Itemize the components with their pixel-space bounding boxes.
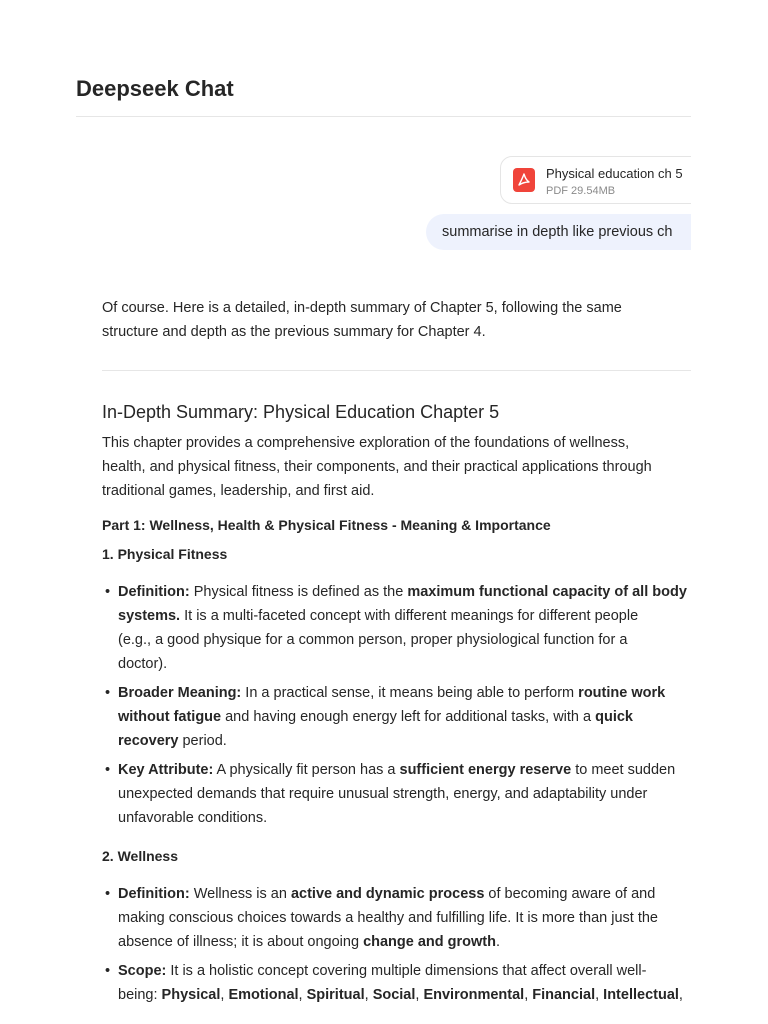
text-run: being: <box>118 987 162 1003</box>
bold-text: sufficient energy reserve <box>399 762 572 778</box>
text-run: (e.g., a good physique for a common person, proper physiological function for a <box>118 632 628 648</box>
bold-text: quick <box>595 709 633 725</box>
text-run: making conscious choices towards a healthy and fulfilling life. It is more than just the <box>118 910 658 926</box>
text-run: , <box>595 987 604 1003</box>
intro-line: structure and depth as the previous summary for Chapter 4. <box>102 324 486 340</box>
bold-text: Intellectual <box>603 987 679 1003</box>
text-run: A physically fit person has a <box>213 762 400 778</box>
bold-text: Physical <box>161 987 221 1003</box>
bold-text: Environmental <box>423 987 525 1003</box>
description-line: health, and physical fitness, their components, and their practical applications through <box>102 459 652 475</box>
pdf-icon <box>513 168 535 192</box>
chat-viewport[interactable] <box>0 118 691 1024</box>
text-run: , <box>220 987 229 1003</box>
text-run: period. <box>178 733 227 749</box>
bold-text: Financial <box>532 987 596 1003</box>
attachment-meta: PDF 29.54MB <box>546 185 616 197</box>
text-run: In a practical sense, it means being able to perform <box>241 685 579 701</box>
bold-text: Social <box>372 987 416 1003</box>
text-run: , <box>298 987 307 1003</box>
text-run: . <box>495 934 501 950</box>
user-message: summarise in depth like previous ch <box>426 214 691 250</box>
summary-title: In-Depth Summary: Physical Education Chapter 5 <box>102 402 500 422</box>
bold-text: Definition: <box>118 584 190 600</box>
bold-text: change and growth <box>363 934 496 950</box>
attachment-card[interactable] <box>500 156 691 204</box>
list-item <box>102 580 691 676</box>
page-title: Deepseek Chat <box>76 76 234 101</box>
physical-fitness-list <box>102 580 691 830</box>
list-item <box>102 758 691 830</box>
intro-line: Of course. Here is a detailed, in-depth summary of Chapter 5, following the same <box>102 300 622 316</box>
bold-text: Emotional <box>228 987 299 1003</box>
bold-text: Broader Meaning: <box>118 685 242 701</box>
bold-text: Definition: <box>118 886 190 902</box>
section-heading-physical-fitness: 1. Physical Fitness <box>102 546 228 562</box>
bold-text: systems. <box>118 608 181 624</box>
text-run: Physical fitness is defined as the <box>189 584 408 600</box>
bold-text: maximum functional capacity of all body <box>407 584 687 600</box>
chapter-description <box>102 431 691 503</box>
answer-intro <box>102 296 691 344</box>
description-line: traditional games, leadership, and first aid. <box>102 483 375 499</box>
list-item <box>102 959 691 1007</box>
bold-text: routine work <box>578 685 666 701</box>
section-heading-wellness: 2. Wellness <box>102 848 179 864</box>
text-run: It is a multi-faceted concept with different meanings for different people <box>180 608 639 624</box>
text-run: , <box>678 987 683 1003</box>
text-run: of becoming aware of and <box>484 886 656 902</box>
text-run: unfavorable conditions. <box>118 810 268 826</box>
part-heading: Part 1: Wellness, Health & Physical Fitness - Meaning & Importance <box>102 517 551 533</box>
list-item <box>102 882 691 954</box>
text-run: It is a holistic concept covering multiple dimensions that affect overall well- <box>166 963 647 979</box>
wellness-list <box>102 882 691 1007</box>
bold-text: Key Attribute: <box>118 762 214 778</box>
text-run: doctor). <box>118 656 168 672</box>
text-run: , <box>364 987 373 1003</box>
assistant-message <box>102 296 691 1012</box>
divider <box>102 370 691 371</box>
attachment-name: Physical education ch 5 <box>546 166 683 181</box>
text-run: and having enough energy left for additional tasks, with a <box>221 709 596 725</box>
bold-text: Scope: <box>118 963 167 979</box>
bold-text: recovery <box>118 733 179 749</box>
description-line: This chapter provides a comprehensive exploration of the foundations of wellness, <box>102 435 630 451</box>
bold-text: active and dynamic process <box>290 886 485 902</box>
text-run: unexpected demands that require unusual strength, energy, and adaptability under <box>118 786 648 802</box>
page-header <box>76 74 691 117</box>
text-run: Wellness is an <box>189 886 291 902</box>
bold-text: without fatigue <box>118 709 222 725</box>
text-run: to meet sudden <box>571 762 676 778</box>
bold-text: Spiritual <box>306 987 365 1003</box>
list-item <box>102 681 691 753</box>
text-run: , <box>415 987 424 1003</box>
text-run: , <box>524 987 533 1003</box>
text-run: absence of illness; it is about ongoing <box>118 934 364 950</box>
